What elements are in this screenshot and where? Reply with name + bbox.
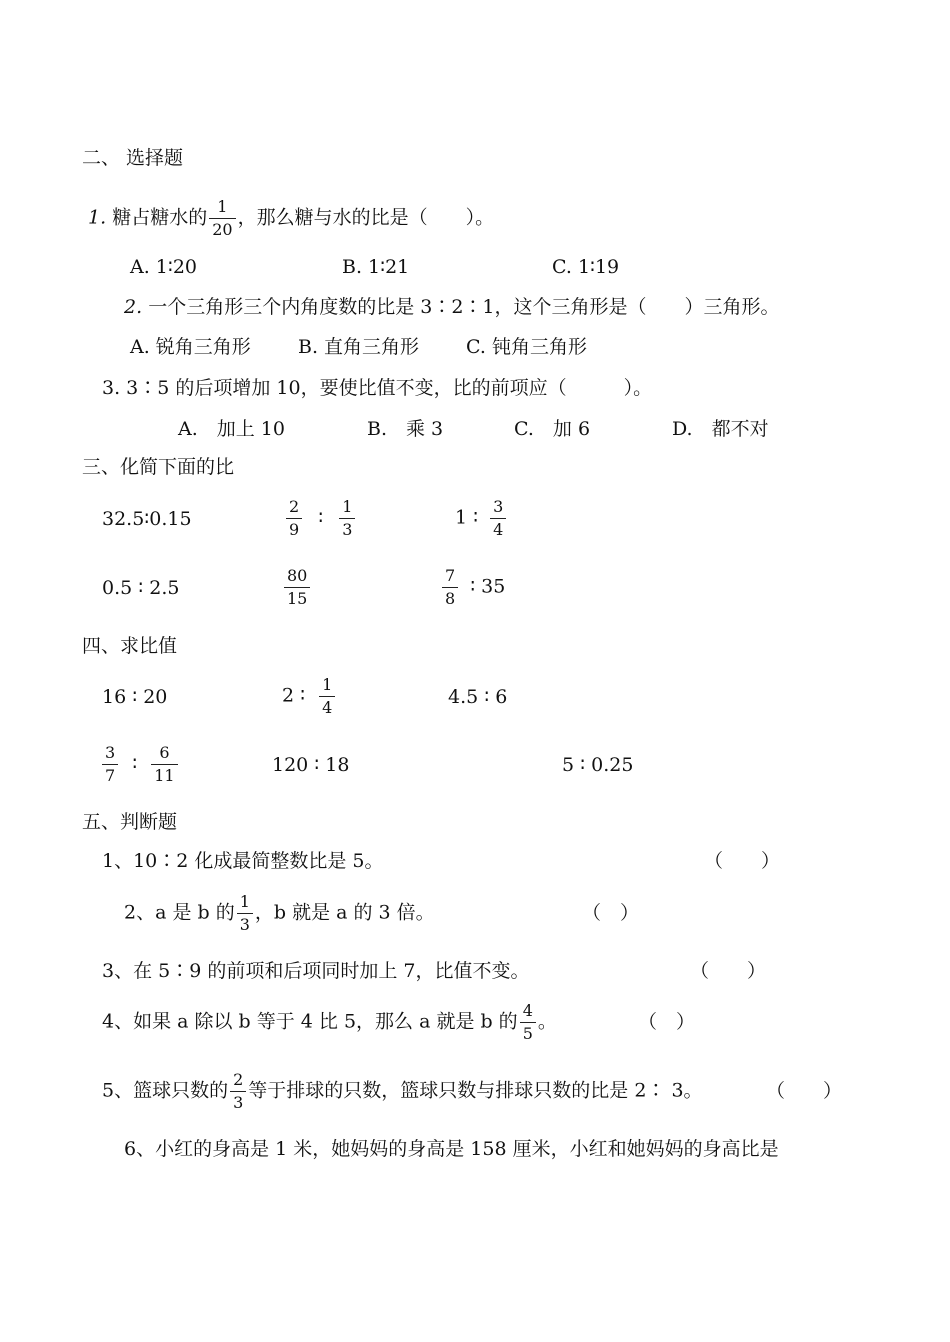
ratio-item: 16 ∶ 20: [102, 686, 168, 708]
answer-paren: （ ）: [638, 1011, 696, 1033]
question-2: [124, 295, 780, 319]
answer-paren: （ ）: [582, 902, 640, 924]
section-title-simplify: 三、化简下面的比: [82, 456, 235, 478]
ratio-item: $\frac{2}{9}$ ∶ $\frac{1}{3}$: [284, 498, 357, 539]
section-title-ratio-value: 四、求比值: [82, 635, 178, 657]
option-b: B. 1∶21: [342, 256, 410, 278]
question-number: 2.: [124, 296, 143, 318]
option-d: D. 都不对: [672, 418, 769, 440]
question-text: ，那么糖与水的比是（ ）。: [237, 206, 495, 229]
section-title-judgement: 五、判断题: [82, 811, 178, 833]
numerator: 1: [209, 198, 235, 219]
question-3: 3. 3∶5 的后项增加 10，要使比值不变，比的前项应（ ）。: [102, 377, 653, 399]
denominator: 20: [212, 220, 233, 239]
fraction: [209, 198, 235, 239]
option-c: C. 1∶19: [552, 256, 620, 278]
judgement-2: 2、a 是 b 的 $\frac{1}{3}$ ，b 就是 a 的 3 倍。: [124, 892, 435, 934]
answer-paren: （ ）: [704, 850, 781, 872]
ratio-item: 0.5 ∶ 2.5: [102, 577, 180, 599]
question-text: 糖占糖水的: [112, 206, 208, 229]
judgement-3: 3、在 5∶9 的前项和后项同时加上 7，比值不变。: [102, 960, 530, 982]
question-1: [88, 198, 494, 239]
section-title-choice: 二、 选择题: [82, 147, 184, 169]
ratio-item: 4.5 ∶ 6: [448, 686, 508, 708]
option-b: B. 乘 3: [367, 418, 444, 440]
judgement-5: 5、篮球只数的 $\frac{2}{3}$ 等于排球的只数，篮球只数与排球只数的比是 2∶ 3。: [102, 1070, 703, 1112]
judgement-4: 4、如果 a 除以 b 等于 4 比 5，那么 a 就是 b 的 $\frac{4}{5}$ 。: [102, 1001, 557, 1043]
option-a: A. 锐角三角形: [130, 336, 251, 358]
ratio-item: 32.5∶0.15: [102, 508, 192, 530]
ratio-item: $\frac{80}{15}$: [282, 567, 312, 608]
ratio-item: 1 ∶ $\frac{3}{4}$: [455, 498, 508, 539]
option-a: A. 1∶20: [130, 256, 198, 278]
question-number: 1.: [88, 206, 107, 229]
ratio-item: 5 ∶ 0.25: [562, 754, 634, 776]
answer-paren: （ ）: [690, 960, 767, 982]
option-c: C. 钝角三角形: [466, 336, 587, 358]
judgement-1: 1、10∶2 化成最简整数比是 5。: [102, 850, 384, 872]
judgement-6: 6、小红的身高是 1 米，她妈妈的身高是 158 厘米，小红和她妈妈的身高比是: [124, 1138, 779, 1160]
ratio-item: $\frac{7}{8}$ ∶ 35: [440, 567, 505, 608]
option-b: B. 直角三角形: [298, 336, 420, 358]
ratio-item: 120 ∶ 18: [272, 754, 350, 776]
ratio-item: $\frac{3}{7}$ ∶ $\frac{6}{11}$: [100, 744, 180, 785]
ratio-item: 2 ∶ $\frac{1}{4}$: [282, 676, 337, 717]
option-a: A. 加上 10: [178, 418, 285, 440]
answer-paren: （ ）: [766, 1080, 843, 1102]
option-c: C. 加 6: [514, 418, 591, 440]
question-text: 一个三角形三个内角度数的比是 3∶2∶1，这个三角形是（ ）三角形。: [148, 296, 780, 318]
